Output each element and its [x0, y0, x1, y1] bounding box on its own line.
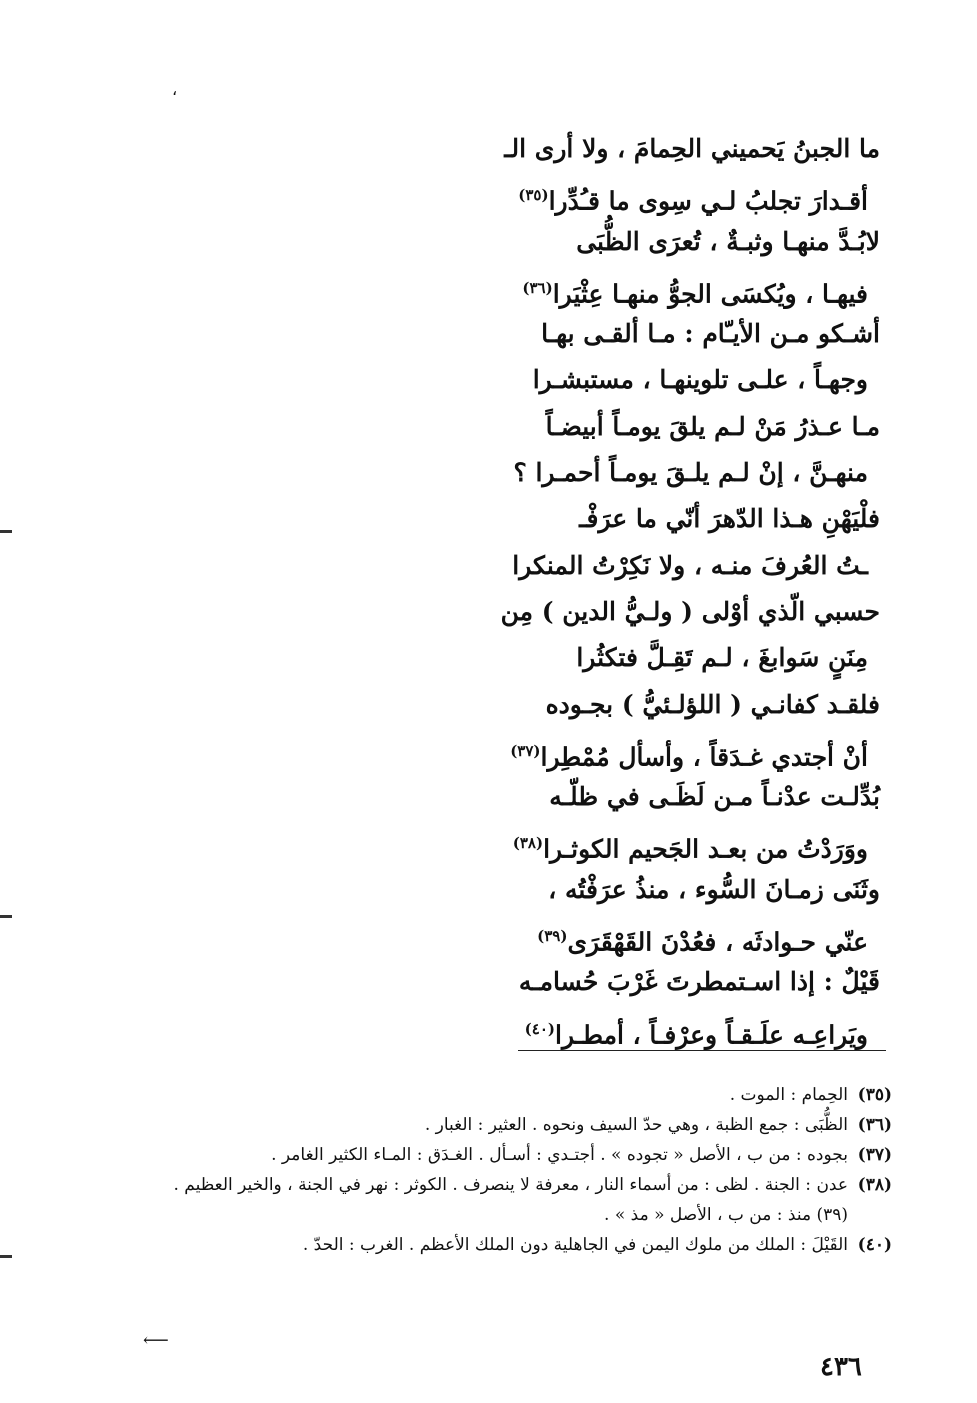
- footnote-item: [140, 1230, 892, 1260]
- verse-text: وجهـاً ، علـى تلوينهـا ، مستبشـرا: [532, 365, 868, 395]
- verse-line: [150, 496, 880, 542]
- footnote-text: الحِمام : الموت .: [729, 1085, 848, 1105]
- verse-text: بُدِّلـت عدْنـاً مـن لَظَـى في ظلّـه: [549, 782, 880, 812]
- verse-line: [150, 774, 880, 820]
- margin-tick: [0, 915, 12, 918]
- footnote-number: (٣٥): [857, 1085, 892, 1105]
- margin-tick: [0, 530, 12, 533]
- footnote-number: (٣٨): [857, 1175, 892, 1195]
- verse-line: [150, 867, 880, 913]
- footnote-text: عدن : الجنة . لظى : من أسماء النار ، معرفة لا ينصرف . الكوثر : نهر في الجنة ، والخير العظيم . (٣٩) منذ : من ب ، الأصل « مذ » .: [173, 1175, 848, 1225]
- verse-text: ووَرَدْتُ من بعـد الجَحيم الكوثـرا: [543, 834, 868, 864]
- verse-line: [150, 172, 880, 218]
- verse-line: [150, 959, 880, 1005]
- verse-text: وثَنَى زمـانَ السُّوء ، منذُ عرَفْتُه ،: [548, 874, 880, 904]
- verse-text: أقـدارَ تجلبُ لـي سِوى ما قـُدِّرا: [548, 186, 868, 216]
- verse-line: [150, 589, 880, 635]
- footnote-ref: (٣٩): [537, 927, 568, 946]
- verse-line: [150, 913, 880, 959]
- footnote-number: (٣٦): [857, 1115, 892, 1135]
- footnote-item: [140, 1140, 892, 1170]
- verse-text: منهـنَّ ، إنْ لـم يلـقَ يومـاً أحمـرا ؟: [513, 458, 868, 488]
- verse-line: [150, 126, 880, 172]
- verse-line: [150, 219, 880, 265]
- verse-text: لابُـدَّ منهـا وثبـةٌ ، تُعرَى الظُّبَى: [576, 226, 880, 256]
- footnote-text: القَيْلَ : الملك من ملوك اليمن في الجاهلية دون الملك الأعظم . الغرب : الحدّ .: [302, 1235, 848, 1255]
- verse-text: مِنَنٍ سَوابغَ ، لـم تَقِـلَّ فتكثُرا: [576, 643, 868, 673]
- verse-line: [150, 311, 880, 357]
- footnotes: [140, 1080, 892, 1260]
- footnote-ref: (٣٥): [518, 186, 549, 205]
- verse-text: ويَراعِـه علَـقـاً وعرْفـاً ، أمطـرا: [555, 1019, 868, 1049]
- verse-line: [150, 265, 880, 311]
- footnote-ref: (٤٠): [524, 1019, 555, 1038]
- verse-text: أشـكو مـن الأيـّام : مـا ألقـى بهـا: [541, 319, 880, 349]
- verse-text: أنْ أجتدي غـدَقاً ، وأسأل مُمْطِرا: [540, 742, 868, 772]
- verse-line: [150, 543, 880, 589]
- verse-text: فلقـد كفانـي ( اللؤلـئيُّ ) بجـوده: [545, 689, 880, 719]
- verse-text: فيهـا ، ويُكسَى الجوُّ منهـا عِثْيَرا: [552, 279, 868, 309]
- verse-text: قَيْلٌ : إذا اسـتمطرتَ غَرْبَ حُسامـه: [518, 967, 880, 997]
- footnote-item: [140, 1080, 892, 1110]
- footnote-number: (٤٠): [857, 1235, 892, 1255]
- verse-text: ما الجبنُ يَحميني الحِمامَ ، ولا أرى الـ: [504, 134, 880, 163]
- footnote-text: الظُّبَى : جمع الظبة ، وهي حدّ السيف ونحوه . العثير : الغبار .: [424, 1115, 848, 1135]
- verse-line: [150, 1006, 880, 1052]
- verse-line: [150, 820, 880, 866]
- footnote-text: بجوده : من ب ، الأصل « تجوده » . أجتـدي : أسـأل . الغـدَق : المـاء الكثير الغامر .: [271, 1145, 848, 1165]
- footnote-separator: [518, 1050, 886, 1051]
- verse-line: [150, 357, 880, 403]
- footnote-item: [140, 1170, 892, 1230]
- footnote-ref: (٣٦): [522, 278, 553, 297]
- footnote-number: (٣٧): [857, 1145, 892, 1165]
- verse-line: [150, 450, 880, 496]
- stray-mark: ،: [172, 80, 178, 99]
- verse-text: فلْيَهْنِ هـذا الدّهرَ أنّي ما عرَفْـ: [579, 504, 880, 534]
- verse-line: [150, 635, 880, 681]
- verse-line: [150, 404, 880, 450]
- verse-text: عنّي حـوادثَه ، فعُدْنَ القَهْقَرَى: [567, 927, 868, 957]
- verse-line: [150, 682, 880, 728]
- margin-tick: [0, 1255, 12, 1258]
- continuation-arrow-icon: ⟵: [143, 1330, 169, 1351]
- page-number: ٤٣٦: [820, 1352, 862, 1382]
- footnote-ref: (٣٨): [512, 834, 544, 853]
- verse-text: حسبي الّذي أوْلى ( ولـيُّ الدين ) مِن: [500, 596, 880, 626]
- footnote-item: [140, 1110, 892, 1140]
- verse-line: [150, 728, 880, 774]
- poem-body: [150, 126, 880, 1052]
- footnote-ref: (٣٧): [510, 741, 541, 760]
- verse-text: مـا عـذرُ مَنْ لـم يلقَ يومـاً أبيضـاً: [545, 411, 880, 441]
- verse-text: ـتُ العُرفَ منـه ، ولا نَكِرْتُ المنكرا: [512, 550, 868, 580]
